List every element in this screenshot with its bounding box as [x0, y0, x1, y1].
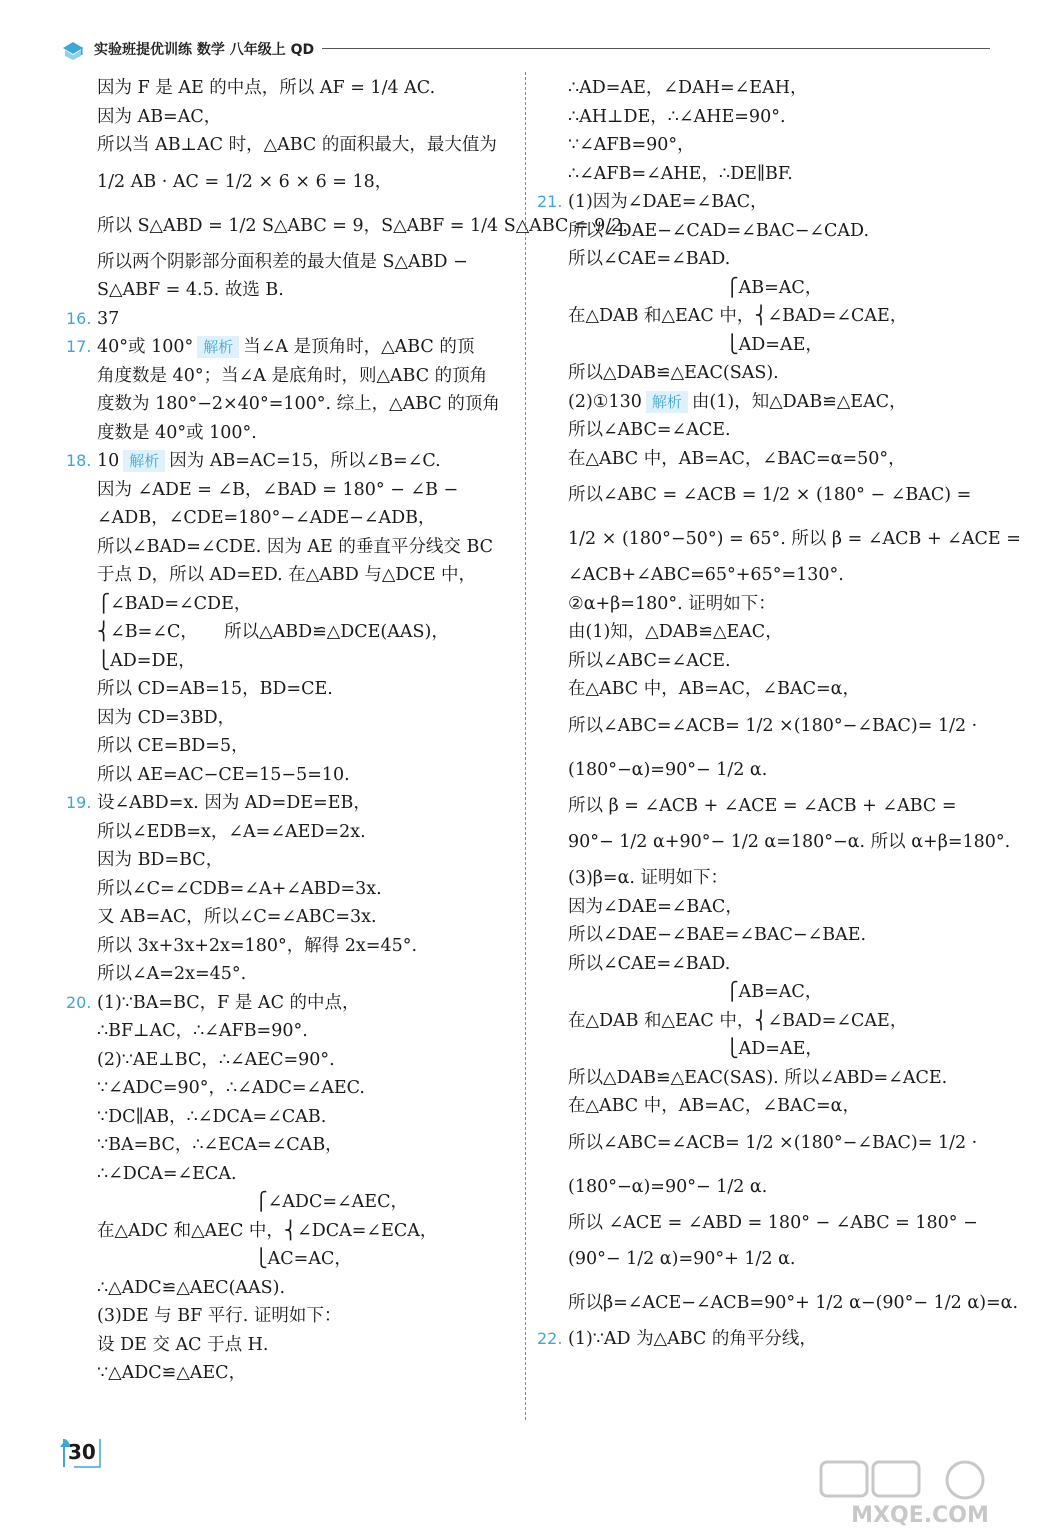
line-text: (90°− 1/2 α)=90°+ 1/2 α. [568, 1249, 796, 1269]
text-line [66, 305, 516, 334]
line-text: 所以∠ABC=∠ACE. [568, 420, 731, 440]
line-text: (1)∵BA=BC，F 是 AC 的中点， [97, 992, 360, 1013]
line-text: 所以∠DAE−∠BAE=∠BAC−∠BAE. [568, 925, 867, 945]
text-line [537, 245, 992, 274]
line-text-continued: 当∠A 是顶角时，△ABC 的顶 [243, 337, 475, 357]
text-line [537, 618, 992, 647]
text-line [537, 517, 1021, 561]
text-line [66, 1188, 516, 1217]
text-line [537, 1237, 992, 1281]
line-text: 设∠ABD=x. 因为 AD=DE=EB， [97, 793, 371, 813]
header-rule [322, 48, 990, 49]
text-line [66, 74, 516, 103]
text-line [66, 903, 516, 932]
page-header [60, 36, 990, 62]
text-line [66, 504, 516, 533]
text-line [537, 1165, 992, 1209]
line-text: 所以 3x+3x+2x=180°，解得 2x=45°. [97, 935, 418, 956]
text-line [66, 103, 516, 132]
question-number: 18. [66, 451, 92, 470]
text-line [66, 447, 516, 476]
line-text-continued: 由(1)，知△DAB≌△EAC， [691, 391, 907, 412]
text-line [66, 561, 516, 590]
text-line [537, 647, 992, 676]
text-line [66, 732, 516, 761]
text-line [66, 131, 516, 160]
text-line [537, 1121, 992, 1165]
line-text: 所以∠ABC=∠ACB= 1/2 ×(180°−∠BAC)= 1/2 · [568, 1132, 978, 1153]
text-line [66, 1160, 516, 1189]
text-line [537, 388, 992, 417]
line-text: ∵∠AFB=90°， [568, 135, 695, 155]
text-line [66, 1017, 516, 1046]
right-column [537, 74, 1021, 1354]
column-divider [525, 72, 526, 1420]
line-text: ∴△ADC≌△AEC(AAS). [97, 1277, 286, 1298]
analysis-tag: 解析 [646, 391, 688, 413]
text-line [66, 932, 516, 961]
line-text: 所以∠CAE=∠BAD. [568, 953, 731, 974]
text-line [537, 473, 992, 517]
line-text: 所以∠C=∠CDB=∠A+∠ABD=3x. [97, 878, 382, 899]
text-line [537, 792, 992, 821]
line-text: ⎧AB=AC， [568, 277, 823, 298]
line-text: ⎨∠B=∠C， 所以△ABD≌△DCE(AAS)， [97, 622, 449, 642]
book-logo-icon [60, 36, 86, 62]
line-text: 因为∠DAE=∠BAC， [568, 896, 743, 917]
line-text: ⎩AD=DE， [97, 650, 196, 671]
header-title: 实验班提优训练 数学 八年级上 QD [94, 42, 315, 58]
text-line [537, 978, 992, 1007]
text-line [66, 362, 516, 391]
line-text: 90°− 1/2 α+90°− 1/2 α=180°−α. 所以 α+β=180°. [568, 832, 1011, 852]
line-text: ⎧∠ADC=∠AEC， [97, 1192, 408, 1212]
text-line [537, 590, 992, 619]
line-text: 37 [97, 308, 120, 329]
text-line [537, 864, 992, 893]
line-text: 所以∠A=2x=45°. [97, 964, 247, 984]
text-line [66, 789, 516, 818]
line-text: 因为 AB=AC， [97, 106, 222, 127]
line-text: 所以当 AB⊥AC 时，△ABC 的面积最大，最大值为 [97, 135, 497, 155]
line-text: 在△ABC 中，AB=AC，∠BAC=α=50°， [568, 448, 906, 469]
text-line [537, 675, 992, 704]
line-text-continued: 因为 AB=AC=15，所以∠B=∠C. [169, 451, 441, 471]
line-text: 设 DE 交 AC 于点 H. [97, 1334, 269, 1355]
analysis-tag: 解析 [197, 336, 239, 358]
text-line [66, 1103, 516, 1132]
text-line [537, 748, 992, 792]
line-text: ⎧∠BAD=∠CDE， [97, 593, 252, 614]
text-line [66, 419, 516, 448]
line-text: ∴∠AFB=∠AHE，∴DE∥BF. [568, 163, 793, 184]
line-text: ⎩AC=AC， [97, 1249, 352, 1269]
line-text: ⎩AD=AE， [568, 334, 823, 355]
text-line [66, 1046, 516, 1075]
text-line [537, 921, 992, 950]
line-text: ∵△ADC≌△AEC， [97, 1363, 247, 1383]
question-number: 21. [537, 192, 563, 211]
watermark-logo [815, 1458, 1025, 1528]
page-number: 30 [68, 1440, 96, 1464]
text-line [537, 1035, 992, 1064]
text-line [66, 647, 516, 676]
text-line [66, 1359, 516, 1388]
text-line [66, 1274, 516, 1303]
text-line [537, 1007, 992, 1036]
text-line [66, 875, 516, 904]
text-line [537, 820, 1011, 864]
text-line [537, 74, 992, 103]
text-line [537, 160, 992, 189]
line-text: ∵BA=BC，∴∠ECA=∠CAB， [97, 1135, 343, 1155]
line-text: ∴∠DCA=∠ECA. [97, 1163, 237, 1184]
line-text: 由(1)知，△DAB≌△EAC， [568, 622, 783, 642]
question-number: 20. [66, 992, 92, 1012]
line-text: 又 AB=AC，所以∠C=∠ABC=3x. [97, 907, 377, 927]
line-text: (3)DE 与 BF 平行. 证明如下： [97, 1306, 342, 1326]
text-line [537, 331, 992, 360]
text-line [537, 188, 992, 217]
text-line [66, 1245, 516, 1274]
line-text: (2)①130 [568, 391, 642, 412]
line-text: (180°−α)=90°− 1/2 α. [568, 759, 768, 780]
text-line [537, 1064, 992, 1093]
text-line [537, 950, 992, 979]
line-text: 度数为 180°−2×40°=100°. 综上，△ABC 的顶角 [97, 394, 500, 414]
line-text: (1)∵AD 为△ABC 的角平分线， [568, 1329, 817, 1349]
text-line [537, 1281, 1019, 1325]
text-line [66, 1302, 516, 1331]
line-text: 因为 ∠ADE = ∠B，∠BAD = 180° − ∠B − [97, 479, 459, 500]
line-text: 所以两个阴影部分面积差的最大值是 S△ABD − [97, 251, 468, 272]
line-text: 角度数是 40°；当∠A 是底角时，则△ABC 的顶角 [97, 365, 488, 386]
text-line [537, 1209, 992, 1238]
line-text: 在△ABC 中，AB=AC，∠BAC=α， [568, 1096, 860, 1116]
text-line [66, 618, 516, 647]
text-line [537, 131, 992, 160]
line-text: ∠ACB+∠ABC=65°+65°=130°. [568, 565, 844, 585]
text-line [537, 217, 992, 246]
text-line [66, 276, 516, 305]
line-text: 1/2 × (180°−50°) = 65°. 所以 β = ∠ACB + ∠ACE = [568, 529, 1021, 549]
line-text: 所以∠BAD=∠CDE. 因为 AE 的垂直平分线交 BC [97, 536, 494, 557]
text-line [537, 359, 992, 388]
text-line [537, 704, 992, 748]
question-number: 22. [537, 1329, 563, 1348]
text-line [66, 248, 516, 277]
line-text: 在△DAB 和△EAC 中，⎨∠BAD=∠CAE， [568, 306, 908, 326]
watermark-text: MXQE.COM [851, 1503, 989, 1528]
line-text: 所以△DAB≌△EAC(SAS). [568, 363, 779, 383]
line-text: 所以△DAB≌△EAC(SAS). 所以∠ABD=∠ACE. [568, 1067, 948, 1088]
text-line [66, 1331, 516, 1360]
text-line [66, 761, 516, 790]
line-text: ⎧AB=AC， [568, 982, 823, 1002]
text-line [66, 704, 516, 733]
text-line [537, 103, 992, 132]
line-text: ⎩AD=AE， [568, 1039, 823, 1059]
line-text: 因为 CD=3BD， [97, 707, 236, 728]
text-line [66, 675, 516, 704]
line-text: ∴AH⊥DE，∴∠AHE=90°. [568, 106, 786, 127]
line-text: (1)因为∠DAE=∠BAC， [568, 192, 768, 212]
text-line [537, 561, 992, 590]
text-line [66, 1074, 516, 1103]
line-text: ∵∠ADC=90°，∴∠ADC=∠AEC. [97, 1078, 365, 1098]
line-text: 所以∠DAE−∠CAD=∠BAC−∠CAD. [568, 220, 870, 241]
text-line [66, 989, 516, 1018]
line-text: 所以 β = ∠ACB + ∠ACE = ∠ACB + ∠ABC = [568, 795, 957, 816]
line-text: 度数是 40°或 100°. [97, 422, 257, 443]
line-text: ∴AD=AE，∠DAH=∠EAH， [568, 78, 808, 98]
line-text: ②α+β=180°. 证明如下： [568, 593, 776, 614]
line-text: 于点 D，所以 AD=ED. 在△ABD 与△DCE 中， [97, 565, 477, 585]
line-text: 所以∠CAE=∠BAD. [568, 249, 731, 269]
text-line [66, 590, 516, 619]
text-line [66, 818, 516, 847]
text-line [537, 416, 992, 445]
line-text: 所以 CD=AB=15，BD=CE. [97, 679, 333, 699]
line-text: ∠ADB，∠CDE=180°−∠ADE−∠ADB， [97, 508, 436, 528]
line-text: 因为 F 是 AE 的中点，所以 AF = 1/4 AC. [97, 78, 436, 98]
line-text: 所以∠EDB=x，∠A=∠AED=2x. [97, 821, 366, 842]
question-number: 16. [66, 308, 92, 328]
line-text: 10 [97, 451, 120, 471]
text-line [66, 1217, 516, 1246]
text-line [66, 160, 516, 204]
text-line [537, 893, 992, 922]
line-text: (2)∵AE⊥BC，∴∠AEC=90°. [97, 1049, 335, 1070]
page-number-badge [60, 1437, 102, 1469]
line-text: 1/2 AB · AC = 1/2 × 6 × 6 = 18， [97, 171, 393, 192]
line-text: (3)β=α. 证明如下： [568, 868, 729, 888]
line-text: 因为 BD=BC， [97, 850, 224, 870]
line-text: 所以 CE=BD=5， [97, 736, 249, 756]
line-text: (180°−α)=90°− 1/2 α. [568, 1176, 768, 1197]
line-text: 所以 ∠ACE = ∠ABD = 180° − ∠ABC = 180° − [568, 1212, 978, 1233]
text-line [66, 846, 516, 875]
line-text: 所以∠ABC=∠ACB= 1/2 ×(180°−∠BAC)= 1/2 · [568, 715, 978, 736]
line-text: ∴BF⊥AC，∴∠AFB=90°. [97, 1021, 308, 1041]
line-text: 所以 AE=AC−CE=15−5=10. [97, 764, 350, 785]
question-number: 19. [66, 793, 92, 812]
question-number: 17. [66, 337, 92, 356]
text-line [66, 960, 516, 989]
text-line [66, 533, 516, 562]
line-text: 在△ABC 中，AB=AC，∠BAC=α， [568, 679, 860, 699]
line-text: 40°或 100° [97, 337, 194, 357]
line-text: 所以 S△ABD = 1/2 S△ABC = 9，S△ABF = 1/4 S△ABC = 9/2， [97, 215, 640, 236]
line-text: 所以∠ABC=∠ACE. [568, 650, 731, 671]
text-line [66, 476, 516, 505]
text-line [66, 204, 640, 248]
text-line [537, 1092, 992, 1121]
text-line [66, 333, 516, 362]
text-line [66, 1131, 516, 1160]
analysis-tag: 解析 [123, 450, 165, 472]
text-line [537, 445, 992, 474]
line-text: 所以∠ABC = ∠ACB = 1/2 × (180° − ∠BAC) = [568, 485, 972, 505]
text-line [537, 1325, 992, 1354]
line-text: ∵DC∥AB，∴∠DCA=∠CAB. [97, 1106, 327, 1127]
text-line [537, 274, 992, 303]
line-text: 在△ADC 和△AEC 中，⎨∠DCA=∠ECA， [97, 1220, 438, 1241]
line-text: 所以β=∠ACE−∠ACB=90°+ 1/2 α−(90°− 1/2 α)=α. [568, 1293, 1019, 1313]
line-text: S△ABF = 4.5. 故选 B. [97, 280, 284, 300]
text-line [537, 302, 992, 331]
line-text: 在△DAB 和△EAC 中，⎨∠BAD=∠CAE， [568, 1010, 908, 1031]
text-line [66, 390, 516, 419]
